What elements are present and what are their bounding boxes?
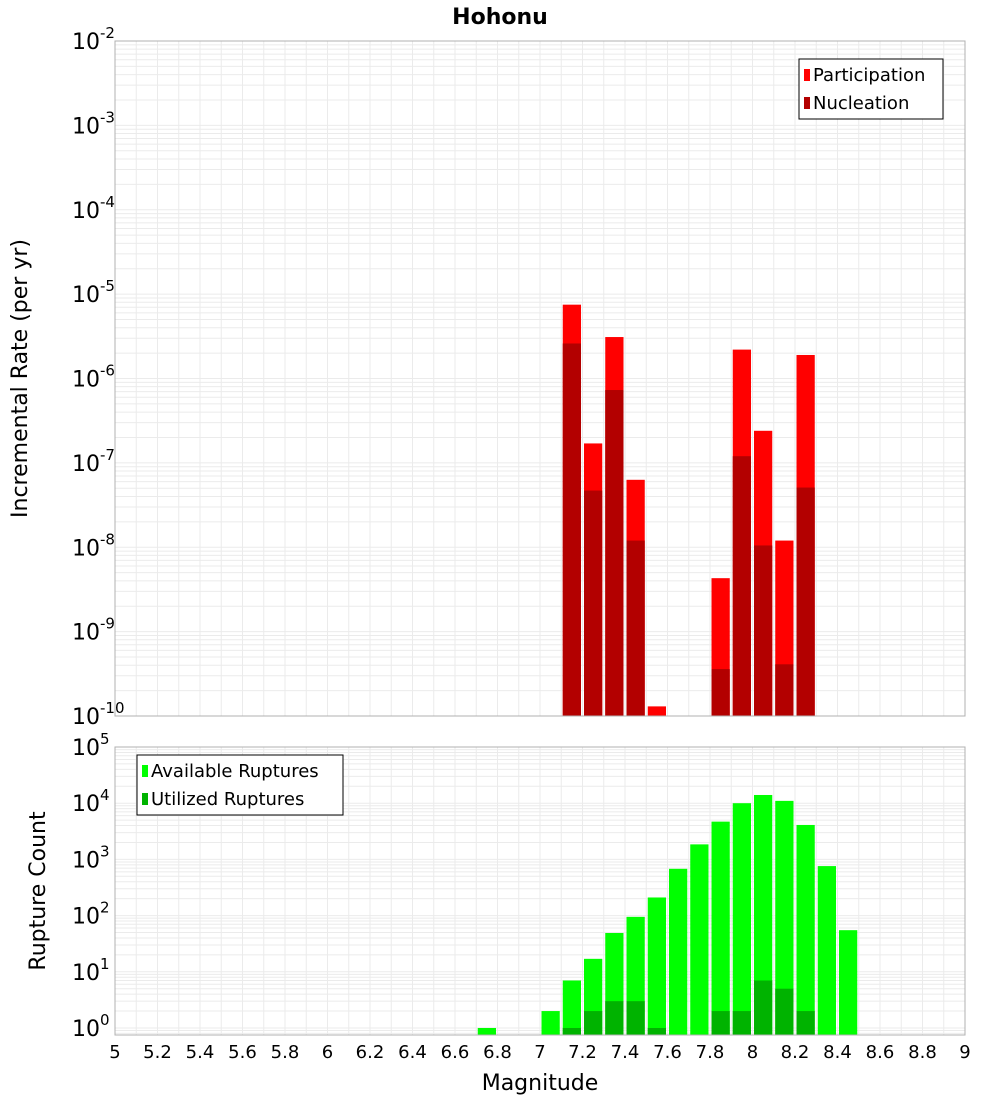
bar-available-ruptures [669, 869, 687, 1035]
y-tick-base: 10 [72, 705, 100, 730]
y-tick-label [72, 615, 115, 646]
y-tick-base: 10 [72, 283, 100, 309]
y-tick-exponent: 4 [100, 786, 110, 805]
bar-available-ruptures [648, 897, 666, 1035]
bar-available-ruptures [733, 803, 751, 1035]
bar-nucleation [605, 390, 623, 716]
y-tick-label [72, 24, 115, 55]
x-tick-label: 5.4 [185, 1042, 215, 1063]
y-tick-label [72, 699, 125, 730]
top-panel [8, 24, 965, 730]
bottom-y-axis-label: Rupture Count [26, 811, 51, 971]
bar-utilized-ruptures [627, 1001, 645, 1035]
legend-swatch [804, 97, 810, 109]
bar-available-ruptures [690, 844, 708, 1035]
x-tick-label: 8.8 [908, 1042, 937, 1063]
y-tick-exponent: 3 [100, 842, 110, 861]
bottom-panel [26, 730, 971, 1096]
x-tick-label: 8.2 [780, 1042, 810, 1063]
bar-nucleation [712, 669, 730, 716]
bar-participation [648, 706, 666, 716]
top-grid [115, 41, 965, 716]
y-tick-base: 10 [72, 620, 100, 646]
bottom-legend [137, 755, 343, 815]
y-tick-base: 10 [72, 536, 100, 562]
bar-utilized-ruptures [797, 1011, 815, 1035]
x-tick-label: 8.4 [823, 1042, 852, 1063]
legend-entry: Nucleation [813, 93, 910, 114]
bar-nucleation [797, 488, 815, 716]
x-tick-label: 6.6 [440, 1042, 470, 1063]
y-tick-label [72, 446, 115, 477]
y-tick-exponent: -6 [100, 361, 115, 380]
bar-available-ruptures [797, 825, 815, 1035]
legend-entry: Available Ruptures [151, 761, 319, 782]
bar-nucleation [627, 541, 645, 716]
bar-utilized-ruptures [775, 989, 793, 1035]
bar-nucleation [775, 664, 793, 716]
bar-utilized-ruptures [563, 1028, 581, 1035]
y-tick-exponent: 0 [100, 1010, 110, 1029]
y-tick-base: 10 [72, 792, 100, 818]
y-tick-label [72, 1011, 110, 1042]
top-y-axis-label: Incremental Rate (per yr) [8, 239, 33, 518]
x-tick-label: 6.4 [398, 1042, 427, 1063]
x-tick-label: 7.4 [610, 1042, 640, 1063]
bar-utilized-ruptures [648, 1028, 666, 1035]
legend-swatch [804, 69, 810, 81]
y-tick-label [72, 955, 110, 986]
y-tick-exponent: 1 [100, 954, 110, 973]
y-tick-base: 10 [72, 451, 100, 477]
bar-available-ruptures [542, 1011, 560, 1035]
bottom-y-ticks [72, 730, 110, 1042]
x-tick-label: 6 [321, 1042, 334, 1063]
y-tick-base: 10 [72, 736, 100, 761]
x-tick-label: 9 [959, 1042, 971, 1063]
y-tick-label [72, 899, 110, 930]
y-tick-exponent: 2 [100, 898, 110, 917]
x-tick-label: 7 [534, 1042, 546, 1063]
y-tick-base: 10 [72, 960, 100, 986]
x-tick-label: 8.6 [865, 1042, 895, 1063]
legend-entry: Utilized Ruptures [151, 789, 305, 810]
bar-available-ruptures [712, 822, 730, 1035]
top-legend [799, 59, 943, 119]
top-y-ticks [72, 24, 125, 730]
x-tick-label: 5.8 [270, 1042, 300, 1063]
y-tick-exponent: -2 [100, 24, 115, 42]
legend-entry: Participation [813, 65, 926, 86]
x-tick-label: 7.8 [695, 1042, 725, 1063]
x-tick-label: 7.6 [653, 1042, 682, 1063]
x-tick-label: 5.2 [143, 1042, 172, 1063]
bar-nucleation [584, 491, 602, 716]
bar-utilized-ruptures [754, 980, 772, 1035]
y-tick-base: 10 [72, 198, 100, 224]
y-tick-base: 10 [72, 1016, 100, 1042]
bar-utilized-ruptures [733, 1011, 751, 1035]
y-tick-label [72, 193, 115, 224]
legend-swatch [142, 765, 148, 777]
x-tick-label: 5 [109, 1042, 121, 1063]
y-tick-exponent: -10 [100, 699, 125, 717]
x-tick-label: 7.2 [568, 1042, 597, 1063]
legend-swatch [142, 793, 148, 805]
y-tick-base: 10 [72, 848, 100, 874]
x-tick-label: 6.8 [483, 1042, 512, 1063]
y-tick-base: 10 [72, 904, 100, 930]
bar-nucleation [733, 456, 751, 716]
x-tick-label: 8 [746, 1042, 759, 1063]
y-tick-exponent: -7 [100, 445, 115, 464]
bar-nucleation [754, 545, 772, 716]
y-tick-label [72, 530, 115, 561]
y-tick-base: 10 [72, 30, 100, 55]
y-tick-base: 10 [72, 114, 100, 140]
bar-utilized-ruptures [712, 1011, 730, 1035]
bar-available-ruptures [839, 930, 857, 1035]
bar-utilized-ruptures [584, 1011, 602, 1035]
y-tick-exponent: -8 [100, 530, 115, 549]
x-tick-label: 6.2 [355, 1042, 385, 1063]
y-tick-exponent: 5 [100, 730, 110, 748]
y-tick-label [72, 277, 115, 308]
bar-nucleation [563, 343, 581, 716]
y-tick-exponent: -9 [100, 614, 115, 633]
y-tick-exponent: -3 [100, 108, 115, 127]
bar-available-ruptures [478, 1028, 496, 1035]
y-tick-base: 10 [72, 367, 100, 393]
bar-available-ruptures [818, 866, 836, 1035]
y-tick-exponent: -5 [100, 277, 115, 296]
chart-title: Hohonu [452, 5, 548, 30]
x-tick-label: 5.6 [228, 1042, 257, 1063]
y-tick-exponent: -4 [100, 192, 115, 211]
y-tick-label [72, 786, 110, 817]
x-axis-ticks [109, 1042, 970, 1063]
y-tick-label [72, 842, 110, 873]
bar-utilized-ruptures [605, 1001, 623, 1035]
y-tick-label [72, 730, 110, 761]
y-tick-label [72, 362, 115, 393]
x-axis-label: Magnitude [481, 1071, 599, 1096]
bar-available-ruptures [563, 980, 581, 1035]
y-tick-label [72, 108, 115, 139]
